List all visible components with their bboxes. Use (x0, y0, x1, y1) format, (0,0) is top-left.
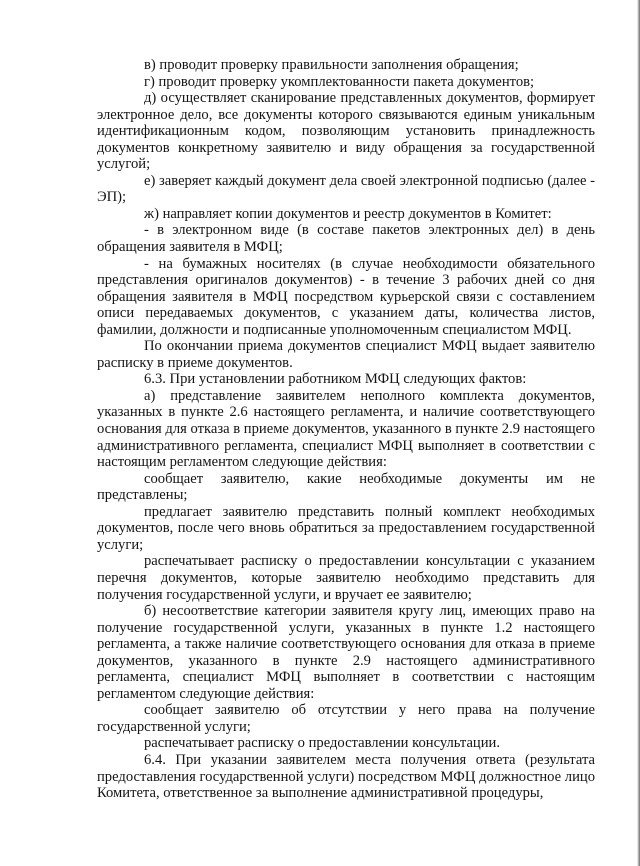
paragraph-d: д) осуществляет сканирование представленных документов, формирует электронное дело, все документы которого связываются единым уникальным идентификационным кодом, позволяющим установить принадлежность документов конкретному заявителю и виду обращения за государственной услугой; (97, 90, 595, 173)
paragraph-6-3: 6.3. При установлении работником МФЦ следующих фактов: (144, 371, 527, 388)
paragraph-e: е) заверяет каждый документ дела своей электронной подписью (далее - ЭП); (97, 172, 595, 206)
paragraph-electronic: - в электронном виде (в составе пакетов электронных дел) в день обращения заявителя в МФЦ; (97, 222, 595, 256)
paragraph-suggest: предлагает заявителю представить полный комплект необходимых документов, после чего вновь обратиться за предоставлением государственной услуги; (97, 503, 595, 553)
paragraph-inform: сообщает заявителю, какие необходимые документы им не представлены; (97, 470, 595, 504)
paragraph-print-receipt: распечатывает расписку о предоставлении консультации с указанием перечня документов, которые заявителю необходимо представить для получения государственной услуги, и вручает ее заявителю; (97, 553, 595, 603)
paragraph-v: в) проводит проверку правильности заполнения обращения; (144, 57, 519, 73)
paragraph-zh: ж) направляет копии документов и реестр документов в Комитет: (144, 205, 552, 222)
paragraph-print-consult: распечатывает расписку о предоставлении консультации. (144, 735, 501, 752)
paragraph-paper: - на бумажных носителях (в случае необходимости обязательного представления оригиналов документов) - в течение 3 рабочих дней со дня обращения заявителя в МФЦ посредством курьерской связи с составлением описи передаваемых документов, с указанием даты, количества листов, фамилии, должности и подписанные уполномоченным специалистом МФЦ. (97, 255, 595, 338)
paragraph-6-3-a: а) представление заявителем неполного комплекта документов, указанных в пункте 2.6 настоящего регламента, и наличие соответствующего основания для отказа в приеме документов, указанного в пункте 2.9 настоящего административного регламента, специалист МФЦ выполняет в соответствии с настоящим регламентом следующие действия: (97, 387, 595, 471)
paragraph-receipt: По окончании приема документов специалист МФЦ выдает заявителю расписку в приеме документов. (97, 338, 595, 371)
paragraph-6-3-b: б) несоответствие категории заявителя кругу лиц, имеющих право на получение государственной услуги, указанных в пункте 1.2 настоящего регламента, а также наличие соответствующего основания для отказа в приеме документов, указанного в пункте 2.9 настоящего административного регламента, специалист МФЦ выполняет в соответствии с настоящим регламентом следующие действия: (97, 603, 595, 702)
paragraph-no-right: сообщает заявителю об отсутствии у него права на получение государственной услуги; (97, 702, 595, 735)
paragraph-6-4: 6.4. При указании заявителем места получения ответа (результата предоставления государственной услуги) посредством МФЦ должностное лицо Комитета, ответственное за выполнение административной процедуры, (97, 751, 595, 802)
paragraph-g: г) проводит проверку укомплектованности пакета документов; (144, 73, 535, 90)
document-body (97, 57, 595, 802)
